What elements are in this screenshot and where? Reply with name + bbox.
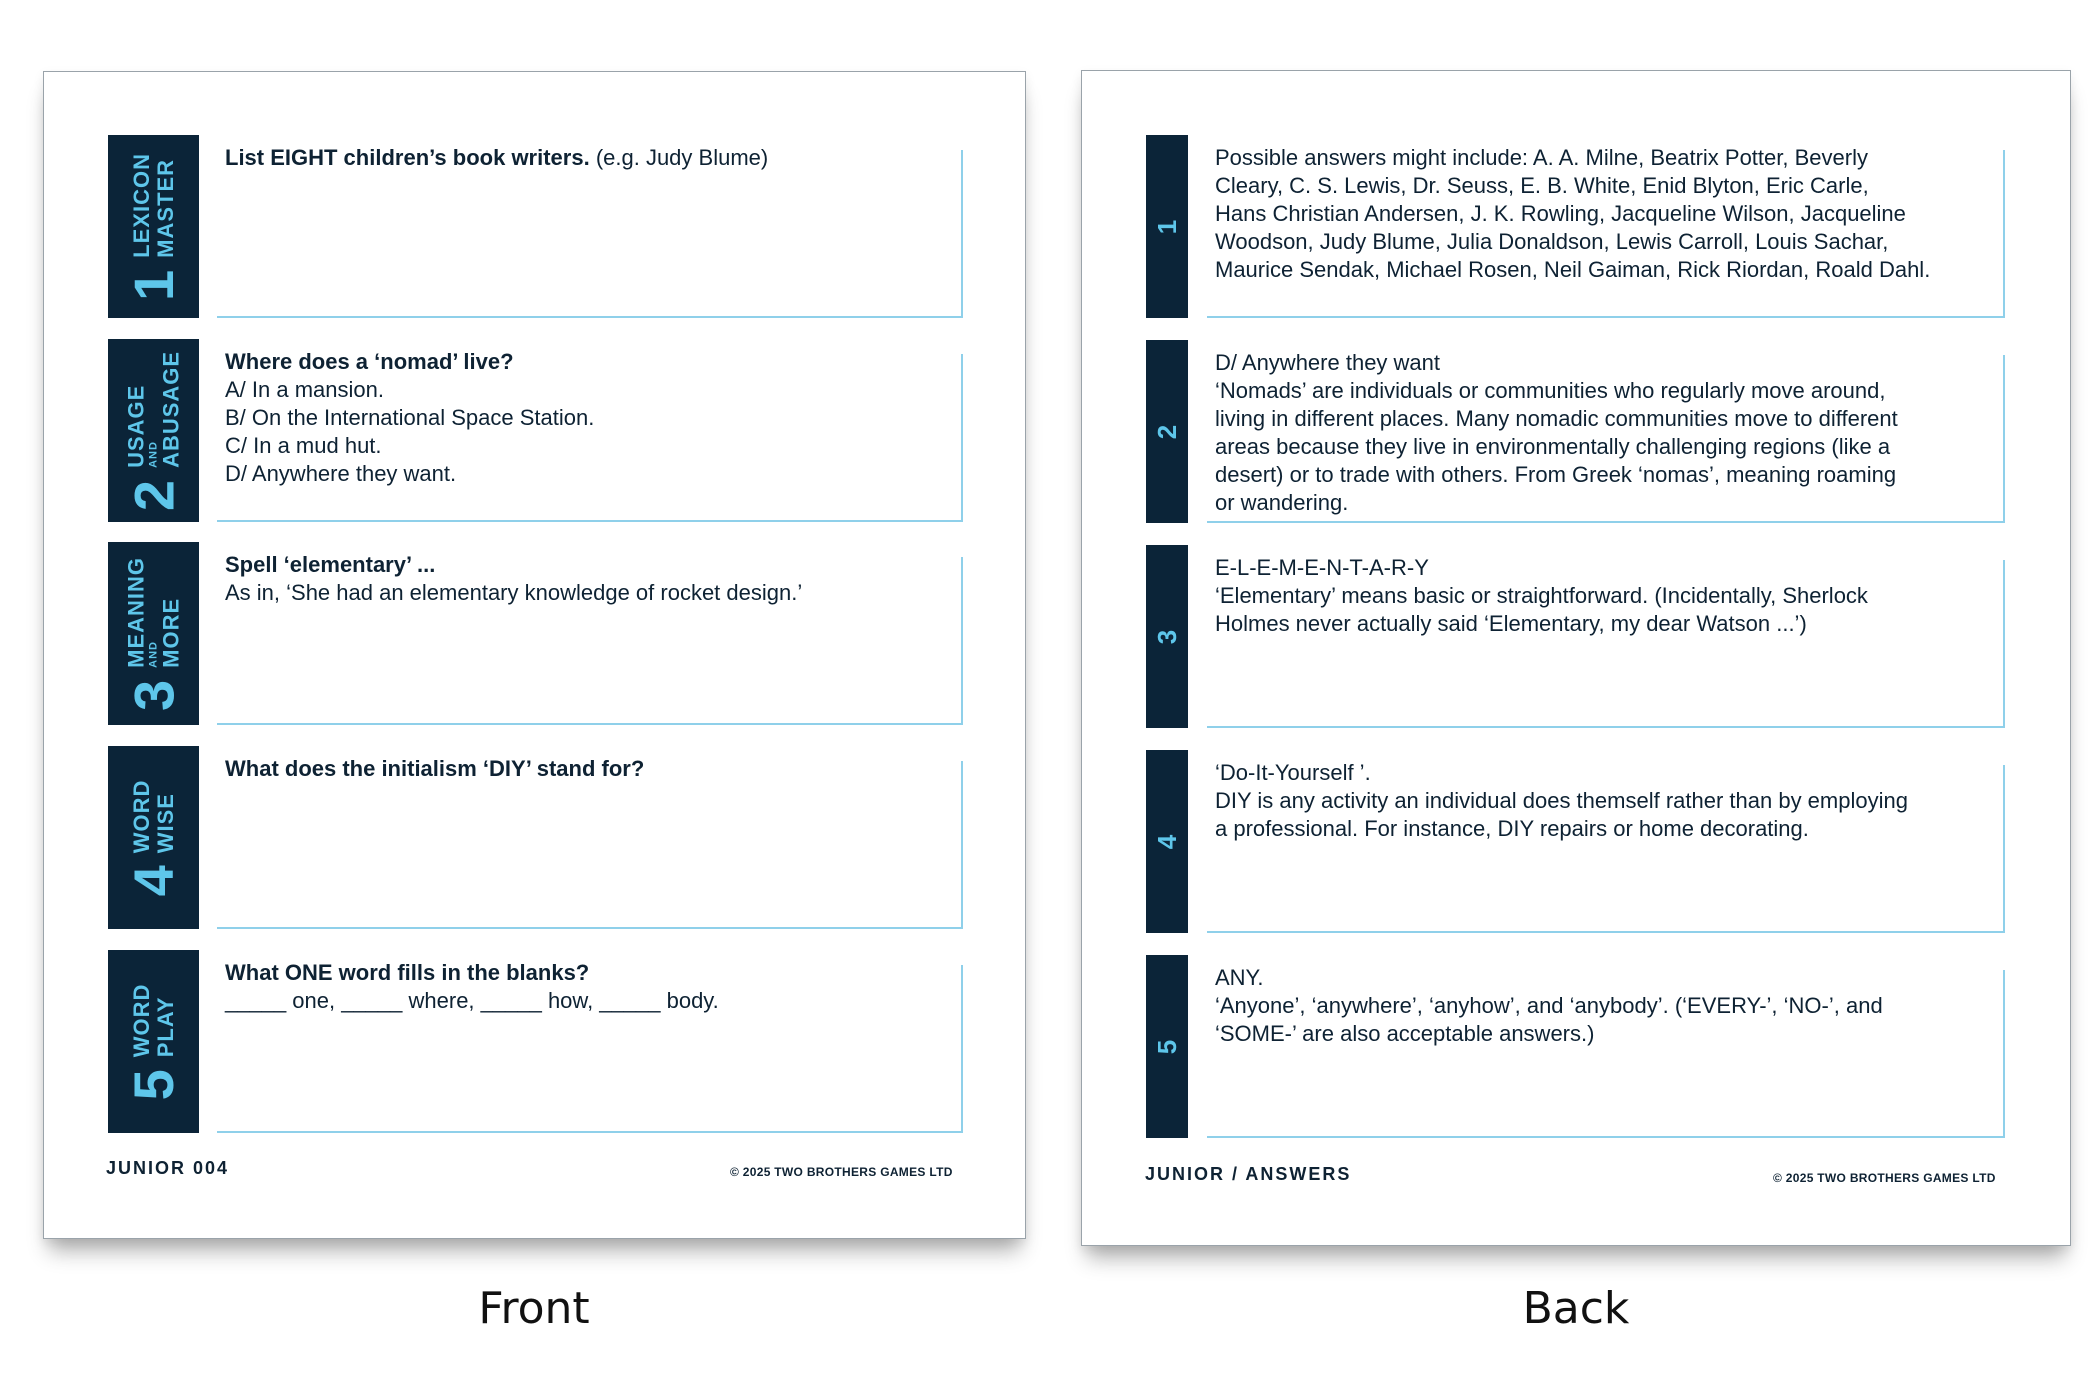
option-c: C/ In a mud hut. (225, 433, 382, 458)
answer-line: E-L-E-M-E-N-T-A-R-Y (1215, 555, 1429, 580)
question-box (217, 761, 963, 929)
category-number: 4 (121, 864, 185, 896)
answer-text-3 (1215, 554, 1983, 638)
front-question-row-2 (108, 339, 963, 522)
answer-line: ‘Elementary’ means basic or straightforward. (Incidentally, Sherlock (1215, 583, 1868, 608)
category-line-1: WORD (128, 779, 154, 853)
category-line-2: PLAY (152, 996, 178, 1057)
back-answer-row-5 (1146, 955, 2005, 1138)
category-number: 5 (121, 1068, 185, 1100)
front-card (43, 71, 1026, 1239)
card-code: JUNIOR 004 (106, 1158, 230, 1178)
question-example: (e.g. Judy Blume) (589, 145, 769, 170)
answer-line: Possible answers might include: A. A. Milne, Beatrix Potter, Beverly (1215, 145, 1868, 170)
back-card (1081, 70, 2071, 1246)
question-box (217, 150, 963, 318)
category-number: 1 (121, 269, 185, 301)
answer-line: ‘SOME-’ are also acceptable answers.) (1215, 1021, 1595, 1046)
answer-line: Woodson, Judy Blume, Julia Donaldson, Lewis Carroll, Louis Sachar, (1215, 229, 1889, 254)
category-line-1: USAGE (123, 384, 148, 468)
category-number: 2 (121, 479, 185, 511)
question-heading: What does the initialism ‘DIY’ stand for? (225, 756, 645, 781)
front-question-row-4 (108, 746, 963, 929)
answer-text-5 (1215, 964, 1983, 1048)
back-answer-row-1 (1146, 135, 2005, 318)
question-heading: Where does a ‘nomad’ live? (225, 349, 514, 374)
question-heading: What ONE word fills in the blanks? (225, 960, 590, 985)
answer-number-tab-4 (1146, 750, 1188, 933)
answer-line: Holmes never actually said ‘Elementary, my dear Watson ...’) (1215, 611, 1807, 636)
answer-number: 2 (1152, 424, 1182, 439)
question-text-2 (225, 348, 941, 488)
answer-line: ‘Anyone’, ‘anywhere’, ‘anyhow’, and ‘anybody’. (‘EVERY-’, ‘NO-’, and (1215, 993, 1883, 1018)
answer-number: 3 (1152, 629, 1182, 644)
category-tab-3 (108, 542, 199, 725)
category-line-2: MASTER (152, 158, 178, 258)
option-b: B/ On the International Space Station. (225, 405, 595, 430)
question-context: As in, ‘She had an elementary knowledge of rocket design.’ (225, 580, 803, 605)
category-tab-2 (108, 339, 199, 522)
back-answer-row-2 (1146, 340, 2005, 523)
answer-line: Maurice Sendak, Michael Rosen, Neil Gaiman, Rick Riordan, Roald Dahl. (1215, 257, 1931, 282)
category-connector: AND (147, 440, 159, 468)
answer-line: D/ Anywhere they want (1215, 350, 1441, 375)
copyright: © 2025 TWO BROTHERS GAMES LTD (730, 1165, 953, 1179)
question-heading: List EIGHT children’s book writers. (225, 145, 590, 170)
answer-line: living in different places. Many nomadic communities move to different (1215, 406, 1898, 431)
category-number: 3 (121, 679, 185, 711)
category-line-1: MEANING (123, 556, 148, 668)
answer-line: DIY is any activity an individual does themself rather than by employing (1215, 788, 1908, 813)
answer-number-tab-3 (1146, 545, 1188, 728)
back-caption: Back (1522, 1283, 1630, 1334)
answer-number: 5 (1152, 1039, 1182, 1054)
category-line-2: MORE (158, 597, 183, 668)
front-caption: Front (478, 1283, 590, 1334)
answer-number-tab-5 (1146, 955, 1188, 1138)
blanks-line: _____ one, _____ where, _____ how, _____ body. (225, 988, 719, 1013)
answer-number-tab-2 (1146, 340, 1188, 523)
answer-number: 1 (1152, 219, 1182, 234)
category-tab-4 (108, 746, 199, 929)
category-connector: AND (147, 640, 159, 668)
copyright: © 2025 TWO BROTHERS GAMES LTD (1773, 1171, 1996, 1185)
category-line-2: ABUSAGE (158, 350, 183, 468)
answer-line: Cleary, C. S. Lewis, Dr. Seuss, E. B. White, Enid Blyton, Eric Carle, (1215, 173, 1869, 198)
answer-line: Hans Christian Andersen, J. K. Rowling, Jacqueline Wilson, Jacqueline (1215, 201, 1906, 226)
answer-text-4 (1215, 759, 1983, 843)
answer-number-tab-1 (1146, 135, 1188, 318)
category-line-2: WISE (152, 792, 178, 853)
option-d: D/ Anywhere they want. (225, 461, 457, 486)
question-text-5 (225, 959, 941, 1015)
front-question-row-1 (108, 135, 963, 318)
back-answer-row-3 (1146, 545, 2005, 728)
card-code: JUNIOR / ANSWERS (1145, 1164, 1352, 1184)
back-answer-row-4 (1146, 750, 2005, 933)
question-text-1 (225, 144, 941, 172)
question-text-4 (225, 755, 941, 783)
question-text-3 (225, 551, 941, 607)
answer-text-1 (1215, 144, 1983, 284)
category-tab-5 (108, 950, 199, 1133)
answer-line: ANY. (1215, 965, 1264, 990)
category-tab-1 (108, 135, 199, 318)
answer-line: desert) or to trade with others. From Greek ‘nomas’, meaning roaming (1215, 462, 1897, 487)
category-line-1: LEXICON (128, 152, 154, 258)
option-a: A/ In a mansion. (225, 377, 384, 402)
answer-line: or wandering. (1215, 490, 1349, 515)
front-question-row-3 (108, 542, 963, 725)
question-heading: Spell ‘elementary’ ... (225, 552, 436, 577)
category-line-1: WORD (128, 983, 154, 1057)
answer-line: ‘Nomads’ are individuals or communities who regularly move around, (1215, 378, 1886, 403)
front-question-row-5 (108, 950, 963, 1133)
answer-line: areas because they live in environmentally challenging regions (like a (1215, 434, 1891, 459)
answer-text-2 (1215, 349, 1983, 517)
answer-number: 4 (1152, 834, 1182, 849)
answer-line: ‘Do-It-Yourself ’. (1215, 760, 1371, 785)
answer-line: a professional. For instance, DIY repairs or home decorating. (1215, 816, 1809, 841)
